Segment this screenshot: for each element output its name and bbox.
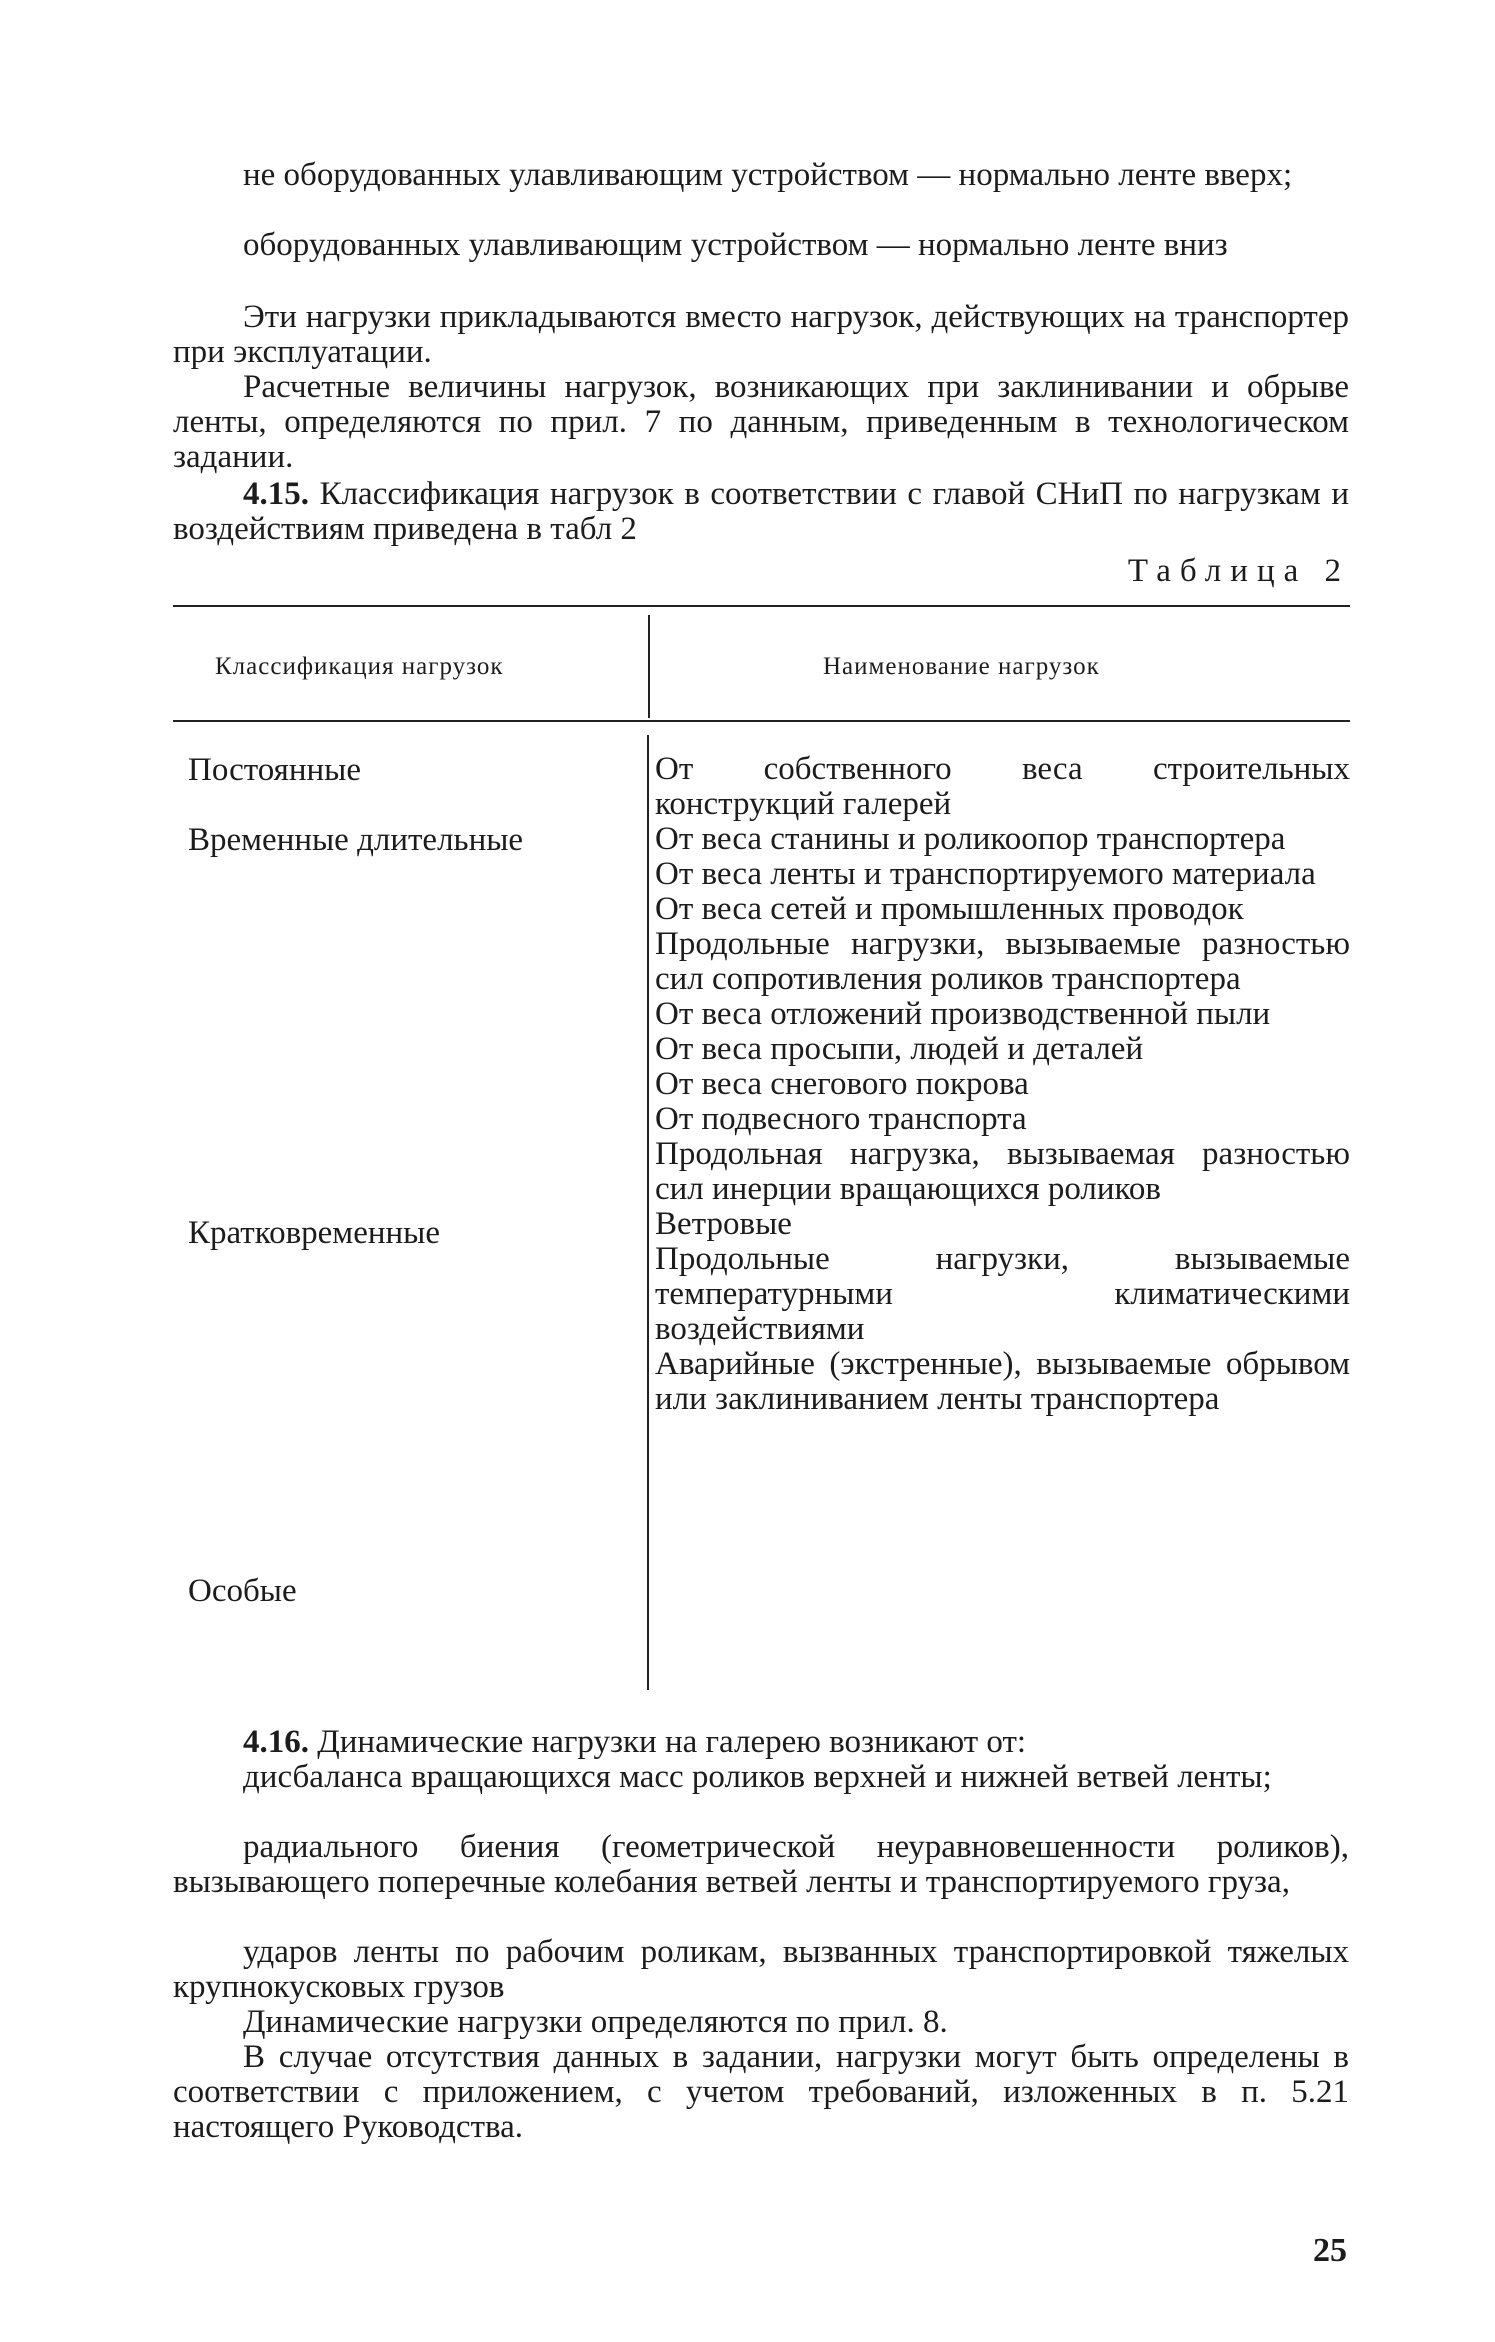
- table-row: Аварийные (экстренные), вызываемые обрывом или заклиниванием ленты транспортера: [655, 1346, 1350, 1417]
- class-special: Особые: [188, 1573, 297, 1609]
- section-4-16-text: Динамические нагрузки на галерею возникают от:: [317, 1724, 1027, 1760]
- table-row: От подвесного транспорта: [655, 1101, 1027, 1137]
- paragraph-belt-impacts: ударов ленты по рабочим роликам, вызванных транспортировкой тяжелых крупнокусковых грузов: [173, 1934, 1349, 2005]
- table-row: От веса просыпи, людей и деталей: [655, 1031, 1144, 1067]
- table-header-classification: Классификация нагрузок: [215, 653, 504, 680]
- paragraph-not-equipped: не оборудованных улавливающим устройством — нормально ленте вверх;: [243, 157, 1293, 193]
- section-4-16-number: 4.16.: [243, 1724, 309, 1760]
- table-header-divider: [648, 615, 650, 718]
- table-row: От собственного веса строительных конструкций галерей: [655, 751, 1350, 822]
- class-short-term: Кратковременные: [188, 1215, 440, 1251]
- section-4-15-number: 4.15.: [243, 476, 309, 512]
- paragraph-equipped: оборудованных улавливающим устройством — нормально ленте вниз: [243, 227, 1228, 263]
- paragraph-loads-applied: Эти нагрузки прикладываются вместо нагрузок, действующих на транспортер при эксплуатации.: [173, 299, 1349, 370]
- page-number: 25: [1313, 2232, 1347, 2269]
- class-permanent: Постоянные: [188, 752, 361, 788]
- table-row: От веса ленты и транспортируемого материала: [655, 856, 1316, 892]
- table-row: Ветровые: [655, 1206, 792, 1242]
- section-4-16: [173, 1725, 1349, 1760]
- table-body-divider: [647, 735, 649, 1690]
- class-long-term: Временные длительные: [188, 822, 524, 858]
- table-row: Продольные нагрузки, вызываемые температурными климатическими воздействиями: [655, 1241, 1350, 1347]
- table-header-load-names: Наименование нагрузок: [823, 653, 1100, 680]
- table-row: Продольная нагрузка, вызываемая разностью сил инерции вращающихся роликов: [655, 1136, 1350, 1207]
- table-header-rule: [173, 720, 1350, 722]
- table-top-rule: [173, 605, 1350, 607]
- section-4-15-text: Классификация нагрузок в соответствии с главой СНиП по нагрузкам и воздействиям приведена в табл 2: [173, 476, 1349, 547]
- section-4-15: [173, 477, 1349, 547]
- table-row: Продольные нагрузки, вызываемые разностью сил сопротивления роликов транспортера: [655, 926, 1350, 997]
- paragraph-imbalance: дисбаланса вращающихся масс роликов верхней и нижней ветвей ленты;: [243, 1759, 1272, 1795]
- paragraph-missing-data: В случае отсутствия данных в задании, нагрузки могут быть определены в соответствии с приложением, с учетом требований, изложенных в п. 5.21 настоящего Руководства.: [173, 2039, 1349, 2145]
- table-caption: Таблица 2: [1127, 553, 1350, 589]
- table-load-names: [655, 752, 1350, 1417]
- table-row: От веса отложений производственной пыли: [655, 996, 1271, 1032]
- table-row: От веса сетей и промышленных проводок: [655, 891, 1244, 927]
- table-row: От веса станины и роликоопор транспортера: [655, 821, 1286, 857]
- paragraph-radial-runout: радиального биения (геометрической неуравновешенности роликов), вызывающего поперечные колебания ветвей ленты и транспортируемого груза,: [173, 1829, 1349, 1900]
- paragraph-design-values: Расчетные величины нагрузок, возникающих при заклинивании и обрыве ленты, определяются по прил. 7 по данным, приведенным в технологическом задании.: [173, 369, 1349, 475]
- table-row: От веса снегового покрова: [655, 1066, 1029, 1102]
- paragraph-dynamic-loads: Динамические нагрузки определяются по прил. 8.: [243, 2004, 948, 2040]
